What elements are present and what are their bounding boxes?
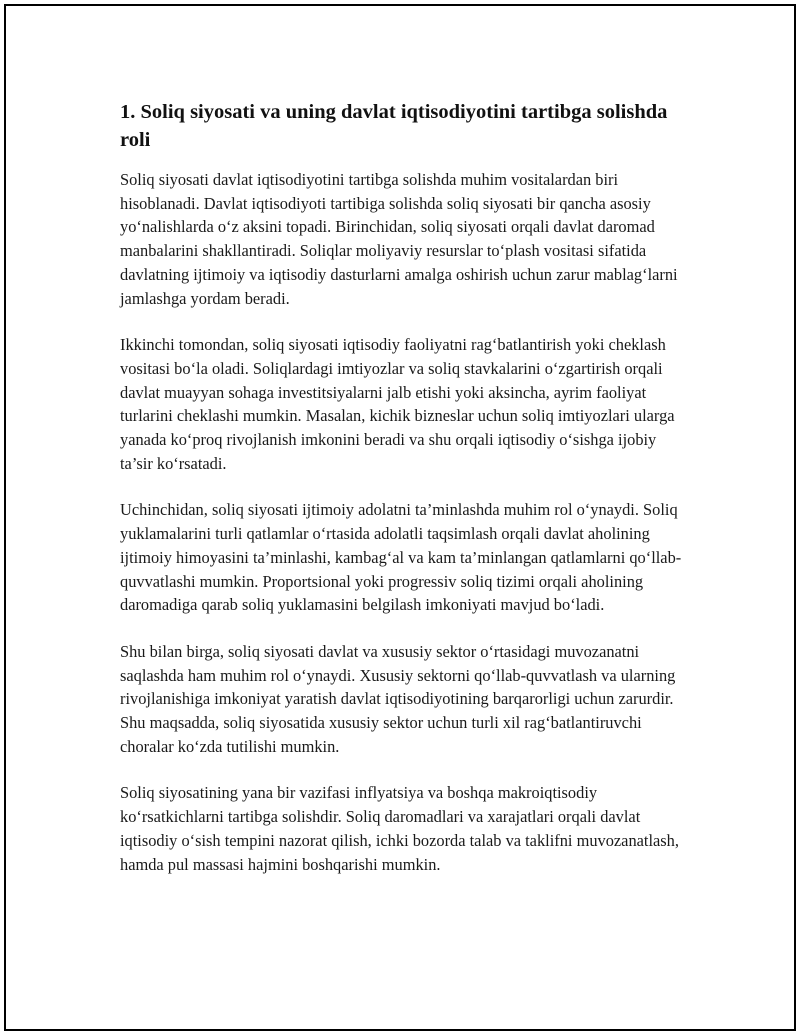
paragraph-1: Soliq siyosati davlat iqtisodiyotini tartibga solishda muhim vositalardan biri hisoblanadi. Davlat iqtisodiyoti tartibiga solishda soliq siyosati bir qancha asosiy yo‘nalishlarda o‘z aksini topadi. Birinchidan, soliq siyosati orqali davlat daromad manbalarini shakllantiradi. Soliqlar moliyaviy resurslar to‘plash vositasi sifatida davlatning ijtimoiy va iqtisodiy dasturlarni amalga oshirish uchun zarur mablag‘larni jamlashga yordam beradi.: [120, 170, 678, 308]
paragraph-3: Uchinchidan, soliq siyosati ijtimoiy adolatni ta’minlashda muhim rol o‘ynaydi. Soliq yuklamalarini turli qatlamlar o‘rtasida adolatli taqsimlash orqali davlat aholining ijtimoiy himoyasini ta’minlashi, kambag‘al va kam ta’minlangan qatlamlarni qo‘llab-quvvatlashi mumkin. Proportsional yoki progressiv soliq tizimi orqali aholining daromadiga qarab soliq yuklamasini belgilash imkoniyati mavjud bo‘ladi.: [120, 500, 682, 615]
paragraph-5: Soliq siyosatining yana bir vazifasi inflyatsiya va boshqa makroiqtisodiy ko‘rsatkichlarni tartibga solishdir. Soliq daromadlari va xarajatlari orqali davlat iqtisodiy o‘sish tempini nazorat qilish, ichki bozorda talab va taklifni muvozanatlash, hamda pul massasi hajmini boshqarishi mumkin.: [120, 783, 679, 874]
page-frame: [4, 4, 796, 1031]
paragraph-2: Ikkinchi tomondan, soliq siyosati iqtisodiy faoliyatni rag‘batlantirish yoki cheklash vositasi bo‘la oladi. Soliqlardagi imtiyozlar va soliq stavkalarini o‘zgartirish orqali davlat muayyan sohaga investitsiyalarni jalb etishi yoki aksincha, ayrim faoliyat turlarini cheklashi mumkin. Masalan, kichik bizneslar uchun soliq imtiyozlari ularga yanada ko‘proq rivojlanish imkonini beradi va shu orqali iqtisodiy o‘sishga ijobiy ta’sir ko‘rsatadi.: [120, 335, 675, 473]
document-body: [120, 98, 686, 899]
paragraph-4: Shu bilan birga, soliq siyosati davlat va xususiy sektor o‘rtasidagi muvozanatni saqlashda ham muhim rol o‘ynaydi. Xususiy sektorni qo‘llab-quvvatlash va ularning rivojlanishiga imkoniyat yaratish davlat iqtisodiyotining barqarorligi uchun zarurdir. Shu maqsadda, soliq siyosatida xususiy sektor uchun turli xil rag‘batlantiruvchi choralar ko‘zda tutilishi mumkin.: [120, 641, 676, 756]
document-title: 1. Soliq siyosati va uning davlat iqtisodiyotini tartibga solishda roli: [120, 101, 668, 151]
